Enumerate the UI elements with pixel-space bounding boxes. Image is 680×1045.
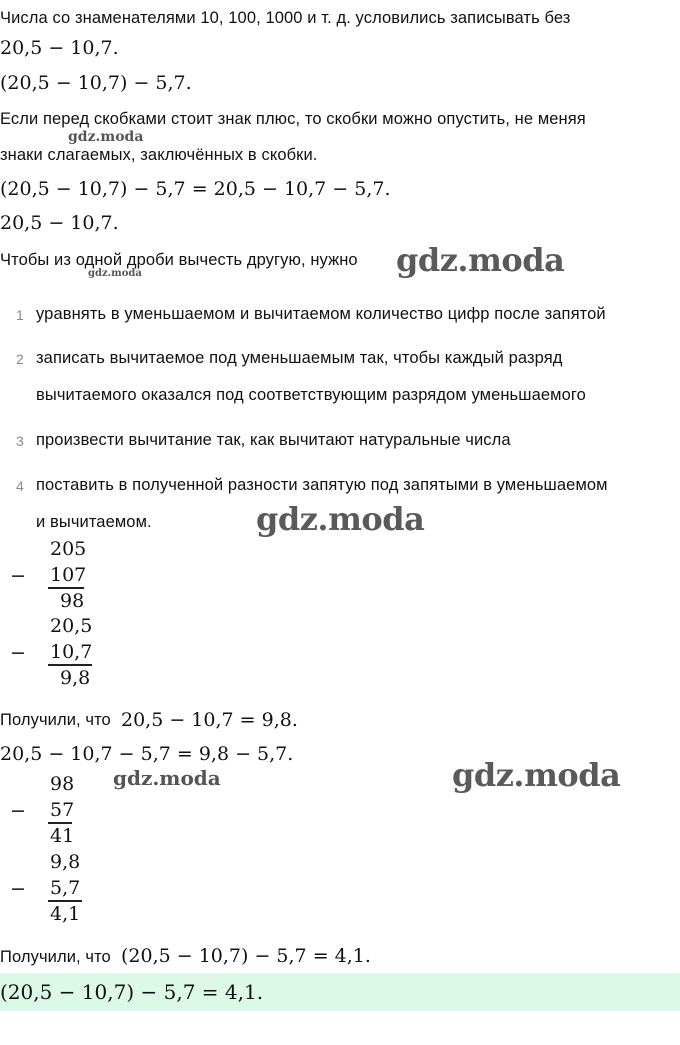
intro-text: Числа со знаменателями 10, 100, 1000 и т. д. условились записывать без [0,9,571,27]
column3-rule [48,822,72,824]
step-text-2a: записать вычитаемое под уменьшаемым так, чтобы каждый разряд [36,349,563,367]
expression-3: (20,5 − 10,7) − 5,7 = 20,5 − 10,7 − 5,7. [0,178,391,200]
expression-5: 20,5 − 10,7 − 5,7 = 9,8 − 5,7. [0,743,294,765]
column1-minus-sign: − [10,565,26,587]
column1-subtrahend: 107 [50,564,87,586]
expression-4: 20,5 − 10,7. [0,212,119,234]
step-number-2: 2 [16,351,24,367]
column2-minus-sign: − [10,642,26,664]
expression-1: 20,5 − 10,7. [0,37,119,59]
step-number-4: 4 [16,478,24,494]
watermark-logo-4: gdz.moda [256,500,425,538]
watermark-logo-3: gdz.moda [88,268,142,279]
column2-minuend: 20,5 [50,615,93,637]
result2-expression: (20,5 − 10,7) − 5,7 = 4,1. [121,945,371,967]
expression-2: (20,5 − 10,7) − 5,7. [0,72,192,94]
step-text-4b: и вычитаемом. [36,513,152,531]
column4-minuend: 9,8 [50,851,81,873]
watermark-logo-5: gdz.moda [113,766,221,790]
column3-subtrahend: 57 [50,799,75,821]
final-answer: (20,5 − 10,7) − 5,7 = 4,1. [0,980,264,1004]
column1-difference: 98 [60,590,85,612]
step-number-1: 1 [16,307,24,323]
column1-minuend: 205 [50,538,87,560]
column4-difference: 4,1 [50,903,81,925]
step-number-3: 3 [16,433,24,449]
column2-subtrahend: 10,7 [50,641,93,663]
steps-intro: Чтобы из одной дроби вычесть другую, нужно [0,251,358,269]
step-text-2b: вычитаемого оказался под соответствующим разрядом уменьшаемого [36,386,586,404]
result1-prefix: Получили, что [0,711,111,729]
step-text-1: уравнять в уменьшаемом и вычитаемом количество цифр после запятой [36,305,606,323]
result2-prefix: Получили, что [0,948,111,966]
step-text-4a: поставить в полученной разности запятую под запятыми в уменьшаемом [36,476,608,494]
column3-minus-sign: − [10,800,26,822]
column1-rule [48,587,84,589]
column4-minus-sign: − [10,878,26,900]
step-text-3: произвести вычитание так, как вычитают натуральные числа [36,431,511,449]
watermark-logo-2: gdz.moda [396,241,565,279]
column4-rule [48,900,82,902]
watermark-logo-6: gdz.moda [452,756,621,794]
result1-expression: 20,5 − 10,7 = 9,8. [121,709,298,731]
column3-difference: 41 [50,825,75,847]
rule-text-line-2: знаки слагаемых, заключённых в скобки. [0,146,318,164]
column2-rule [48,664,92,666]
rule-text-line-1: Если перед скобками стоит знак плюс, то скобки можно опустить, не меняя [0,110,586,128]
column2-difference: 9,8 [60,667,91,689]
column4-subtrahend: 5,7 [50,877,81,899]
watermark-logo-1: gdz.moda [68,129,144,145]
column3-minuend: 98 [50,773,75,795]
